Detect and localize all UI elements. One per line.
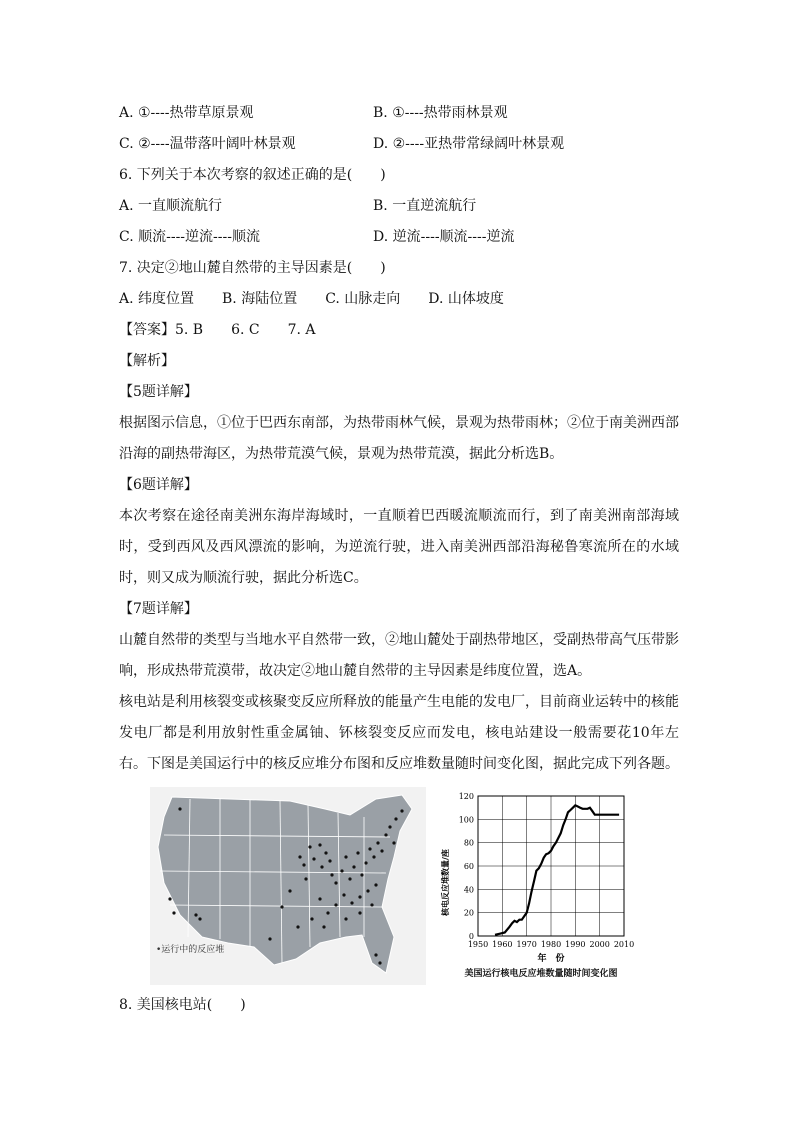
chart-svg [436, 786, 646, 966]
q6-option-b: B. 一直逆流航行 [373, 198, 477, 214]
chart-title: 美国运行核电反应堆数量随时间变化图 [464, 969, 618, 979]
q8-stem: 8. 美国核电站( ) [119, 997, 246, 1013]
x-tick-label: 1950 [467, 940, 489, 949]
x-tick-label: 1960 [492, 940, 513, 949]
x-tick-label: 1970 [516, 940, 537, 949]
chart-grid [478, 796, 624, 936]
analysis-heading: 【解析】 [119, 353, 175, 369]
x-tick-label: 1990 [565, 940, 586, 949]
q5-option-b: B. ①----热带雨林景观 [373, 105, 508, 121]
q6-option-c: C. 顺流----逆流----顺流 [119, 229, 260, 245]
us-map-graphic [150, 787, 426, 985]
q7-stem: 7. 决定②地山麓自然带的主导因素是( ) [119, 260, 386, 276]
q5-detail-heading: 【5题详解】 [119, 384, 198, 400]
reactor-count-chart [436, 786, 646, 984]
q7-detail-text: 山麓自然带的类型与当地水平自然带一致，②地山麓处于副热带地区，受副热带高气压带影响，形成热带荒漠带，故决定②地山麓自然带的主导因素是纬度位置，选A。 [119, 632, 679, 679]
chart-x-label: 年 份 [537, 954, 565, 964]
y-tick-label: 0 [468, 932, 474, 941]
us-reactor-map [150, 787, 426, 985]
q6-detail-heading: 【6题详解】 [119, 477, 198, 493]
q5-option-c: C. ②----温带落叶阔叶林景观 [119, 136, 296, 152]
q6-option-a: A. 一直顺流航行 [119, 198, 223, 214]
y-tick-label: 100 [458, 815, 474, 825]
x-tick-label: 2000 [589, 940, 610, 949]
y-tick-label: 60 [463, 862, 474, 871]
chart-y-label: 核电反应堆数量/座 [441, 849, 450, 916]
map-legend: •运行中的反应堆 [156, 945, 225, 955]
intro-text: 核电站是利用核裂变或核聚变反应所释放的能量产生电能的发电厂，目前商业运转中的核能发电厂都是利用放射性重金属铀、钚核裂变反应而发电，核电站建设一般需要花10年左右。下图是美国运行中的核反应堆分布图和反应堆数量随时间变化图，据此完成下列各题。 [119, 694, 679, 772]
chart-x-ticks [468, 940, 634, 949]
q6-detail-text: 本次考察在途径南美洲东海岸海域时，一直顺着巴西暖流顺流而行，到了南美洲南部海域时，受到西风及西风漂流的影响，为逆流行驶，进入南美洲西部沿海秘鲁寒流所在的水域时，则又成为顺流行驶，据此分析选C。 [119, 508, 679, 586]
q7-options: A. 纬度位置 B. 海陆位置 C. 山脉走向 D. 山体坡度 [119, 291, 504, 307]
answer-line: 【答案】5. B 6. C 7. A [119, 322, 316, 338]
x-tick-label: 2010 [613, 940, 635, 949]
reactor-count-series [495, 805, 619, 935]
y-tick-label: 40 [463, 885, 474, 895]
chart-y-ticks [459, 792, 474, 941]
q5-option-a: A. ①----热带草原景观 [119, 105, 254, 121]
q6-stem: 6. 下列关于本次考察的叙述正确的是( ) [119, 167, 386, 183]
q5-option-d: D. ②----亚热带常绿阔叶林景观 [373, 136, 565, 152]
y-tick-label: 80 [463, 838, 474, 848]
y-tick-label: 120 [458, 792, 474, 801]
x-tick-label: 1980 [540, 940, 562, 949]
q7-detail-heading: 【7题详解】 [119, 601, 198, 617]
y-tick-label: 20 [463, 908, 474, 918]
q6-option-d: D. 逆流----顺流----逆流 [373, 229, 515, 245]
q5-detail-text: 根据图示信息，①位于巴西东南部，为热带雨林气候，景观为热带雨林；②位于南美洲西部沿海的副热带海区，为热带荒漠气候，景观为热带荒漠，据此分析选B。 [119, 415, 679, 462]
